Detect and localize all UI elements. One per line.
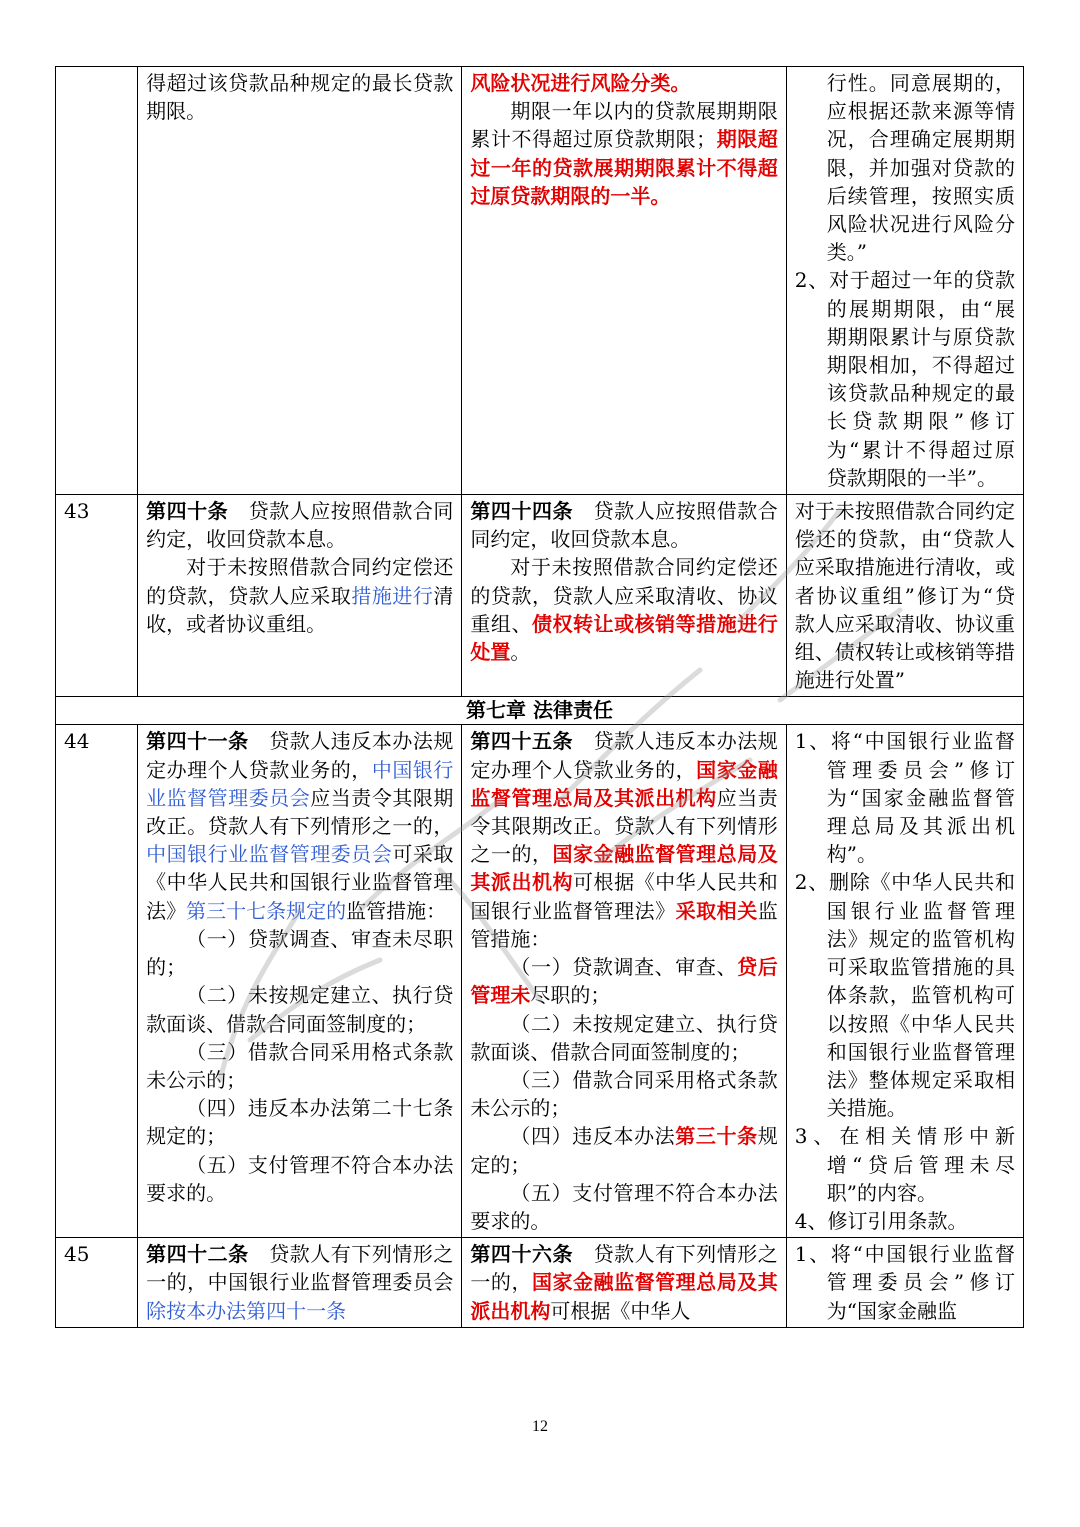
table-row (56, 495, 1024, 697)
table-row (56, 1238, 1024, 1328)
old-text-cell: 第四十二条 贷款人有下列情形之一的，中国银行业监督管理委员会除按本办法第四十一条 (138, 1238, 462, 1328)
new-text-cell: 第四十四条 贷款人应按照借款合同约定，收回贷款本息。 对于未按照借款合同约定偿还的贷款，贷款人应采取清收、协议重组、债权转让或核销等措施进行处置。 (462, 495, 786, 697)
page-number: 12 (532, 1418, 548, 1435)
row-number: 45 (56, 1238, 138, 1328)
row-number (56, 67, 138, 495)
table-row (56, 725, 1024, 1238)
row-number: 43 (56, 495, 138, 697)
row-number: 44 (56, 725, 138, 1238)
comparison-table (55, 66, 1024, 1328)
note-cell: 对于未按照借款合同约定偿还的贷款，由“贷款人应采取措施进行清收，或者协议重组”修订为“贷款人应采取清收、协议重组、债权转让或核销等措施进行处置” (786, 495, 1023, 697)
new-text-cell: 风险状况进行风险分类。 期限一年以内的贷款展期期限累计不得超过原贷款期限；期限超过一年的贷款展期期限累计不得超过原贷款期限的一半。 (462, 67, 786, 495)
old-text-cell: 第四十一条 贷款人违反本办法规定办理个人贷款业务的，中国银行业监督管理委员会应当责令其限期改正。贷款人有下列情形之一的，中国银行业监督管理委员会可采取《中华人民共和国银行业监督管理法》第三十七条规定的监管措施： （一）贷款调查、审查未尽职的； （二）未按规定建立、执行贷款面谈、借款合同面签制度的； （三）借款合同采用格式条款未公示的； （四）违反本办法第二十七条规定的； （五）支付管理不符合本办法要求的。 (138, 725, 462, 1238)
new-text-cell: 第四十五条 贷款人违反本办法规定办理个人贷款业务的，国家金融监督管理总局及其派出机构应当责令其限期改正。贷款人有下列情形之一的，国家金融监督管理总局及其派出机构可根据《中华人民共和国银行业监督管理法》采取相关监管措施： （一）贷款调查、审查、贷后管理未尽职的； （二）未按规定建立、执行贷款面谈、借款合同面签制度的； （三）借款合同采用格式条款未公示的； （四）违反本办法第三十条规定的； （五）支付管理不符合本办法要求的。 (462, 725, 786, 1238)
old-text-cell: 第四十条 贷款人应按照借款合同约定，收回贷款本息。 对于未按照借款合同约定偿还的贷款，贷款人应采取措施进行清收，或者协议重组。 (138, 495, 462, 697)
note-cell: 行性。同意展期的，应根据还款来源等情况，合理确定展期期限，并加强对贷款的后续管理，按照实质风险状况进行风险分类。” 2、对于超过一年的贷款的展期期限，由“展期期限累计与原贷款期限相加，不得超过该贷款品种规定的最长贷款期限”修订为“累计不得超过原贷款期限的一半”。 (786, 67, 1023, 495)
note-cell: 1、将“中国银行业监督管理委员会”修订为“国家金融监督管理总局及其派出机构”。 2、删除《中华人民共和国银行业监督管理法》规定的监管机构可采取监管措施的具体条款，监管机构可以按照《中华人民共和国银行业监督管理法》整体规定采取相关措施。 3、在相关情形中新增“贷后管理未尽职”的内容。 4、修订引用条款。 (786, 725, 1023, 1238)
table-row (56, 697, 1024, 725)
old-text-cell: 得超过该贷款品种规定的最长贷款期限。 (138, 67, 462, 495)
chapter-heading: 第七章 法律责任 (56, 697, 1024, 725)
new-text-cell: 第四十六条 贷款人有下列情形之一的，国家金融监督管理总局及其派出机构可根据《中华人 (462, 1238, 786, 1328)
table-row (56, 67, 1024, 495)
note-cell: 1、将“中国银行业监督管理委员会”修订为“国家金融监 (786, 1238, 1023, 1328)
